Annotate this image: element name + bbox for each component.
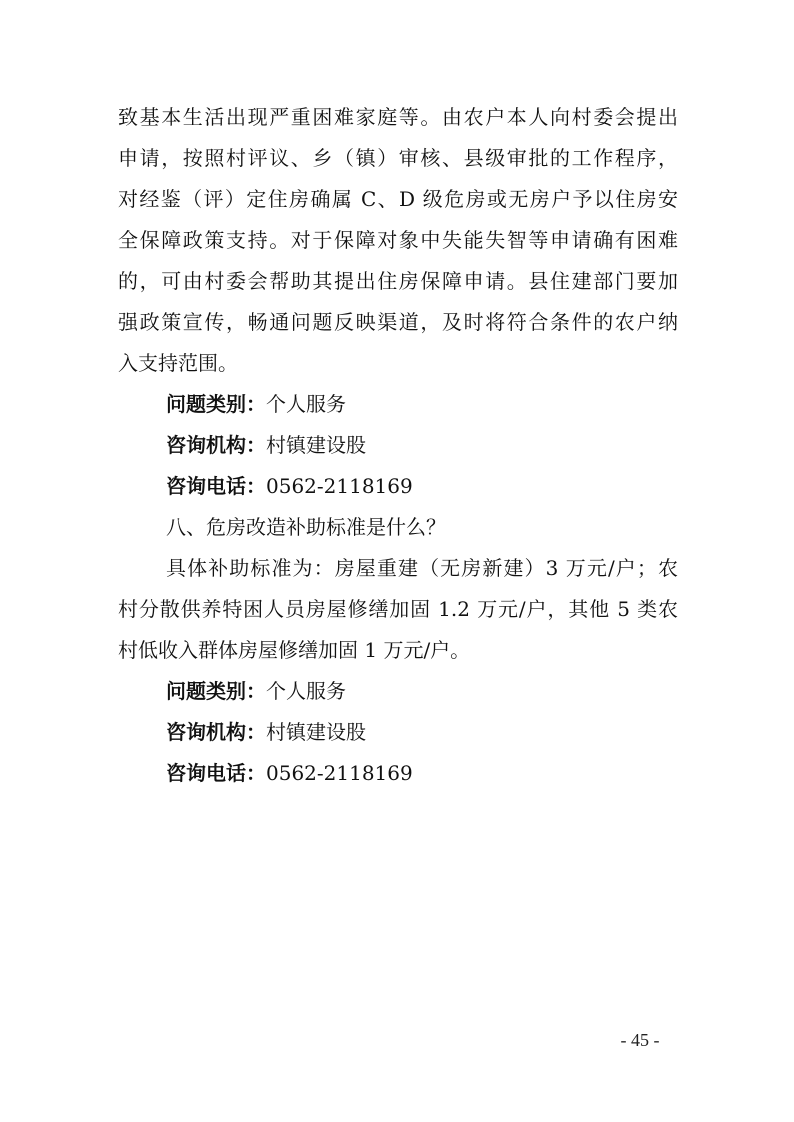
paragraph-line: 致基本生活出现严重困难家庭等。由农户本人向村委会提出 [118,105,678,129]
consult-phone-value: 0562-2118169 [266,761,413,785]
question-category-row [118,671,678,712]
consult-org-label: 咨询机构： [166,433,266,457]
paragraph-line: 申请，按照村评议、乡（镇）审核、县级审批的工作程序， [118,146,678,170]
question-category-label: 问题类别： [166,679,266,703]
document-body [118,97,678,794]
section-heading: 八、危房改造补助标准是什么？ [166,515,446,539]
paragraph-subsidy-standard [118,548,678,671]
paragraph-housing-security [118,97,678,384]
paragraph-line: 村低收入群体房屋修缮加固 1 万元/户。 [118,638,471,662]
consult-org-value: 村镇建设股 [266,433,366,457]
consult-phone-label: 咨询电话： [166,474,266,498]
page-number: - 45 - [620,1030,660,1050]
question-category-value: 个人服务 [266,392,346,416]
paragraph-line: 具体补助标准为：房屋重建（无房新建）3 万元/户；农 [166,556,678,580]
consult-phone-label: 咨询电话： [166,761,266,785]
paragraph-line: 入支持范围。 [118,351,238,375]
consult-org-row [118,425,678,466]
consult-org-label: 咨询机构： [166,720,266,744]
paragraph-line: 强政策宣传，畅通问题反映渠道，及时将符合条件的农户纳 [118,310,678,334]
paragraph-line: 全保障政策支持。对于保障对象中失能失智等申请确有困难 [118,228,678,252]
consult-phone-row [118,466,678,507]
paragraph-line: 村分散供养特困人员房屋修缮加固 1.2 万元/户，其他 5 类农 [118,597,678,621]
paragraph-line: 的，可由村委会帮助其提出住房保障申请。县住建部门要加 [118,269,678,293]
paragraph-line: 对经鉴（评）定住房确属 C、D 级危房或无房户予以住房安 [118,187,678,211]
consult-org-row [118,712,678,753]
question-category-value: 个人服务 [266,679,346,703]
question-category-row [118,384,678,425]
consult-phone-value: 0562-2118169 [266,474,413,498]
consult-phone-row [118,753,678,794]
consult-org-value: 村镇建设股 [266,720,366,744]
question-category-label: 问题类别： [166,392,266,416]
